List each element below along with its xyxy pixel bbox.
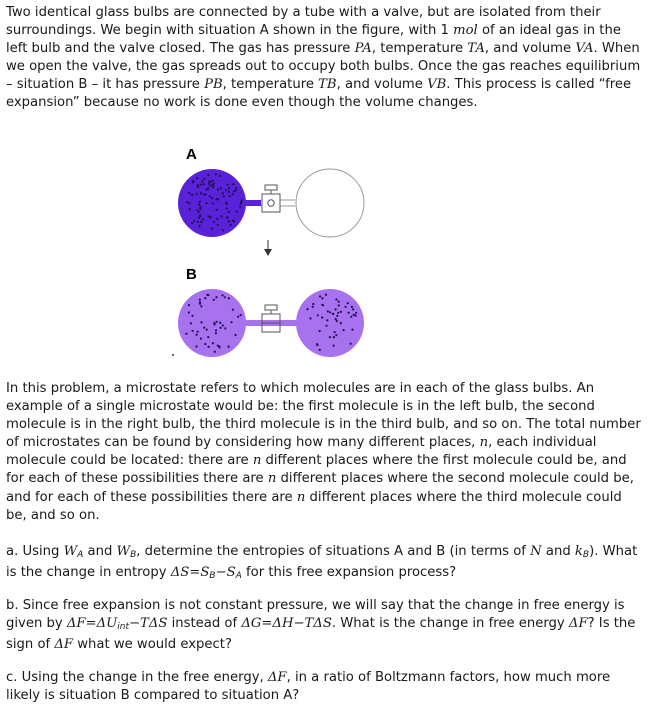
molecule-dot: [210, 216, 212, 218]
var-k: k: [574, 544, 583, 559]
var-n-3: n: [267, 471, 277, 487]
molecule-dot: [319, 330, 321, 332]
molecule-dot: [198, 217, 200, 219]
molecule-dot: [338, 301, 340, 303]
molecule-dot: [196, 193, 198, 195]
molecule-dot: [200, 305, 202, 307]
free-energy-expr-1: ΔF=ΔU: [66, 616, 118, 632]
question-b: [6, 597, 646, 654]
molecule-dot: [317, 344, 319, 346]
sub-s-b: B: [209, 571, 216, 582]
molecule-dot: [224, 296, 226, 298]
molecule-dot: [207, 336, 209, 338]
temperature-b: TB: [318, 77, 337, 93]
molecule-dot: [217, 224, 219, 226]
left-bulb-a: [178, 169, 246, 237]
bulbs-diagram: [168, 142, 378, 364]
molecule-dot: [209, 185, 211, 187]
free-energy-expr-2: −TΔS: [128, 616, 168, 632]
molecule-dot: [335, 334, 337, 336]
molecule-dot: [211, 197, 213, 199]
molecule-dot: [228, 346, 230, 348]
molecule-dot: [350, 316, 352, 318]
var-n-2: n: [252, 453, 262, 469]
sub-s-a: A: [235, 571, 242, 582]
intro-text-2: of an ideal gas in the left bulb and the valve closed. The gas has pressure: [6, 23, 621, 57]
molecule-dot: [222, 324, 224, 326]
molecule-dot: [212, 342, 214, 344]
molecule-dot: [351, 329, 353, 331]
molecule-dot: [352, 308, 354, 310]
molecule-dot: [199, 201, 201, 203]
valve-open-icon: [262, 305, 280, 332]
molecule-dot: [338, 304, 340, 306]
molecule-dot: [227, 184, 229, 186]
molecule-dot: [329, 336, 331, 338]
molecule-dot: [312, 303, 314, 305]
molecule-dot: [306, 308, 308, 310]
molecule-dot: [212, 186, 214, 188]
molecule-dot: [217, 188, 219, 190]
molecule-dot: [317, 314, 319, 316]
intro-text-7: , and volume: [336, 77, 428, 93]
molecule-dot: [203, 183, 205, 185]
molecule-dot: [334, 331, 336, 333]
molecule-dot: [228, 297, 230, 299]
molecule-dot: [226, 216, 228, 218]
molecule-dot: [190, 322, 192, 324]
molecule-dot: [197, 186, 199, 188]
molecule-dot: [230, 321, 232, 323]
molecule-dot: [228, 211, 230, 213]
delta-f-3: ΔF: [267, 670, 287, 685]
molecule-dot: [199, 225, 201, 227]
question-c-text-2: , in a ratio of Boltzmann factors, how much more likely is situation B compared to situation A?: [6, 670, 611, 704]
molecule-dot: [192, 330, 194, 332]
question-a-text-2: and: [83, 544, 117, 559]
var-w-b: W: [116, 544, 131, 559]
molecule-dot: [197, 221, 199, 223]
molecule-dot: [192, 181, 194, 183]
sub-b: B: [130, 550, 137, 560]
question-b-text-4: ? Is the sign of: [6, 616, 636, 653]
molecule-dot: [312, 306, 314, 308]
molecule-dot: [200, 192, 202, 194]
intro-text-1: Two identical glass bulbs are connected by a tube with a valve, but are isolated from their surroundings. We begin with situation A shown in the figure, with 1: [6, 5, 601, 39]
molecule-dot: [326, 319, 328, 321]
molecule-dot: [207, 174, 209, 176]
molecule-dot: [206, 202, 208, 204]
molecule-dot: [225, 189, 227, 191]
molecule-dot: [200, 321, 202, 323]
molecule-dot: [220, 215, 222, 217]
var-n-4: n: [296, 489, 306, 505]
molecule-dot: [237, 316, 239, 318]
question-b-text-3: . What is the change in free energy: [331, 616, 569, 632]
mol-unit: mol: [453, 23, 478, 39]
question-c: [6, 669, 646, 705]
molecule-dot: [335, 308, 337, 310]
molecule-dot: [340, 311, 342, 313]
molecule-dot: [235, 187, 237, 189]
valve-closed-icon: [262, 185, 280, 212]
molecule-dot: [233, 220, 235, 222]
molecule-dot: [333, 336, 335, 338]
molecule-dot: [226, 203, 228, 205]
var-w-a: W: [63, 544, 78, 559]
molecule-dot: [198, 211, 200, 213]
molecule-dot: [199, 301, 201, 303]
var-n-1: n: [479, 435, 489, 451]
situation-b: [178, 289, 364, 357]
molecule-dot: [229, 195, 231, 197]
question-b-text-5: what we would expect?: [73, 637, 232, 653]
molecule-dot: [203, 327, 205, 329]
intro-paragraph: [6, 4, 646, 113]
molecule-dot: [207, 294, 209, 296]
molecule-dot: [319, 295, 321, 297]
molecule-dot: [188, 311, 190, 313]
molecule-dot: [214, 351, 216, 353]
molecule-dot: [209, 195, 211, 197]
molecule-dot: [211, 228, 213, 230]
molecule-dot: [223, 195, 225, 197]
molecule-dot: [191, 194, 193, 196]
question-a: [6, 543, 646, 585]
situation-a: [178, 169, 364, 237]
molecule-dot: [319, 349, 321, 351]
molecule-dot: [321, 297, 323, 299]
molecule-dot: [213, 322, 215, 324]
molecule-dot: [309, 317, 311, 319]
molecule-dot: [234, 334, 236, 336]
question-b-text-2: instead of: [167, 616, 242, 632]
microstate-paragraph: [6, 380, 646, 525]
molecule-dot: [208, 346, 210, 348]
molecule-dot: [350, 343, 352, 345]
molecule-dot: [188, 192, 190, 194]
label-situation-b: B: [186, 266, 197, 283]
microstate-text-4: different places where the second molecule could be, and for each of these possibilities there are: [6, 471, 634, 505]
molecule-dot: [232, 183, 234, 185]
volume-b: VB: [427, 77, 447, 93]
molecule-dot: [355, 312, 357, 314]
molecule-dot: [193, 220, 195, 222]
molecule-dot: [219, 322, 221, 324]
sub-a: A: [77, 550, 84, 560]
molecule-dot: [200, 338, 202, 340]
molecule-dot: [208, 215, 210, 217]
right-bulb-a-empty: [296, 169, 364, 237]
molecule-dot: [191, 315, 193, 317]
microstate-text-1: In this problem, a microstate refers to which molecules are in each of the glass bulbs. An example of a single microstate would be: the first molecule is in the left bulb, the second molecule is in the right bulb, the third molecule is in the third bulb, and so on. The total number of microstates can be found by considering how many different places,: [6, 381, 641, 451]
molecule-dot: [241, 199, 243, 201]
molecule-dot: [199, 208, 201, 210]
molecule-dot: [347, 302, 349, 304]
bulbs-figure: [168, 142, 378, 364]
microstate-text-2: , each individual molecule could be located: there are: [6, 435, 597, 469]
molecule-dot: [321, 316, 323, 318]
molecule-dot: [199, 299, 201, 301]
molecule-dot: [195, 345, 197, 347]
molecule-dot: [204, 343, 206, 345]
intro-text-5: . When we open the valve, the gas spreads out to occupy both bulbs. Once the gas reaches equilibrium – situation B – it has pressure: [6, 41, 641, 93]
molecule-dot: [351, 306, 353, 308]
molecule-dot: [335, 298, 337, 300]
pressure-a: PA: [354, 41, 372, 57]
right-bulb-b: [296, 289, 364, 357]
molecule-dot: [230, 224, 232, 226]
molecule-dot: [233, 190, 235, 192]
question-c-text-1: c. Using the change in the free energy,: [6, 670, 268, 685]
molecule-dot: [353, 314, 355, 316]
molecule-dot: [216, 218, 218, 220]
molecule-dot: [213, 221, 215, 223]
molecule-dot: [219, 175, 221, 177]
molecule-dot: [216, 209, 218, 211]
volume-a: VA: [575, 41, 594, 57]
molecule-dot: [337, 312, 339, 314]
molecule-dot: [191, 222, 193, 224]
molecule-dot: [336, 315, 338, 317]
intro-text-4: , and volume: [484, 41, 576, 57]
question-b-text-1: b. Since free expansion is not constant pressure, we will say that the change in free energy is given by: [6, 598, 625, 632]
molecule-dot: [228, 187, 230, 189]
question-a-text-5: ). What is the change in entropy: [6, 544, 638, 581]
molecule-dot: [197, 331, 199, 333]
question-a-text-1: a. Using: [6, 544, 64, 559]
molecule-dot: [200, 221, 202, 223]
molecule-dot: [222, 229, 224, 231]
molecule-dot: [348, 312, 350, 314]
molecule-dot: [186, 201, 188, 203]
molecule-dot: [206, 329, 208, 331]
microstate-text-3: different places where the first molecule could be, and for each of these possibilities there are: [6, 453, 627, 487]
sub-int: int: [117, 622, 129, 633]
molecule-dot: [327, 310, 329, 312]
molecule-dot: [198, 203, 200, 205]
molecule-dot: [216, 321, 218, 323]
molecule-dot: [196, 209, 198, 211]
molecule-dot: [201, 180, 203, 182]
stray-dot: [172, 354, 174, 356]
molecule-dot: [213, 299, 215, 301]
molecule-dot: [204, 193, 206, 195]
molecule-dot: [185, 333, 187, 335]
molecule-dot: [343, 329, 345, 331]
tube-a-filled: [245, 200, 261, 206]
molecule-dot: [215, 296, 217, 298]
molecule-dot: [215, 329, 217, 331]
microstate-text-5: different places where the third molecule could be, and so on.: [6, 489, 622, 523]
molecule-dot: [220, 327, 222, 329]
entropy-expr-2: −S: [215, 565, 236, 581]
molecule-dot: [215, 173, 217, 175]
question-a-text-6: for this free expansion process?: [241, 565, 457, 581]
molecule-dot: [333, 345, 335, 347]
intro-text-8: . This process is called “free expansion” because no work is done even though the volume changes.: [6, 77, 632, 111]
molecule-dot: [188, 304, 190, 306]
molecule-dot: [196, 334, 198, 336]
molecule-dot: [212, 184, 214, 186]
molecule-dot: [236, 210, 238, 212]
molecule-dot: [232, 193, 234, 195]
pressure-b: PB: [204, 77, 223, 93]
molecule-dot: [239, 206, 241, 208]
molecule-dot: [329, 311, 331, 313]
var-n-big: N: [530, 544, 542, 559]
molecule-dot: [189, 208, 191, 210]
entropy-expr-1: ΔS=S: [170, 565, 210, 581]
molecule-dot: [205, 188, 207, 190]
gibbs-expr: ΔG=ΔH−TΔS: [241, 616, 332, 632]
molecule-dot: [204, 297, 206, 299]
molecule-dot: [220, 187, 222, 189]
molecule-dot: [228, 191, 230, 193]
molecule-dot: [196, 177, 198, 179]
molecule-dot: [325, 294, 327, 296]
molecule-dot: [200, 183, 202, 185]
intro-text-3: , temperature: [371, 41, 468, 57]
question-a-text-4: and: [541, 544, 575, 559]
molecule-dot: [232, 309, 234, 311]
question-a-text-3: , determine the entropies of situations A and B (in terms of: [136, 544, 531, 559]
molecule-dot: [210, 181, 212, 183]
delta-f-1: ΔF: [568, 616, 588, 632]
label-situation-a: A: [186, 146, 197, 163]
temperature-a: TA: [467, 41, 485, 57]
molecule-dot: [222, 192, 224, 194]
molecule-dot: [224, 327, 226, 329]
molecule-dot: [212, 180, 214, 182]
molecule-dot: [215, 332, 217, 334]
molecule-dot: [340, 322, 342, 324]
molecule-dot: [325, 325, 327, 327]
intro-text-6: , temperature: [222, 77, 319, 93]
molecule-dot: [228, 220, 230, 222]
molecule-dot: [202, 218, 204, 220]
sub-k: B: [582, 550, 590, 560]
molecule-dot: [336, 320, 338, 322]
molecule-dot: [199, 206, 201, 208]
molecule-dot: [345, 306, 347, 308]
delta-f-2: ΔF: [54, 637, 74, 653]
molecule-dot: [208, 183, 210, 185]
molecule-dot: [212, 202, 214, 204]
down-arrow-icon: [264, 240, 272, 256]
molecule-dot: [226, 208, 228, 210]
molecule-dot: [217, 345, 219, 347]
molecule-dot: [332, 313, 334, 315]
left-bulb-b: [178, 289, 246, 357]
molecule-dot: [203, 178, 205, 180]
molecule-dot: [322, 304, 324, 306]
molecule-dot: [189, 202, 191, 204]
molecule-dot: [335, 318, 337, 320]
molecule-dot: [240, 314, 242, 316]
molecule-dot: [221, 294, 223, 296]
molecule-dot: [355, 315, 357, 317]
molecule-dot: [215, 198, 217, 200]
